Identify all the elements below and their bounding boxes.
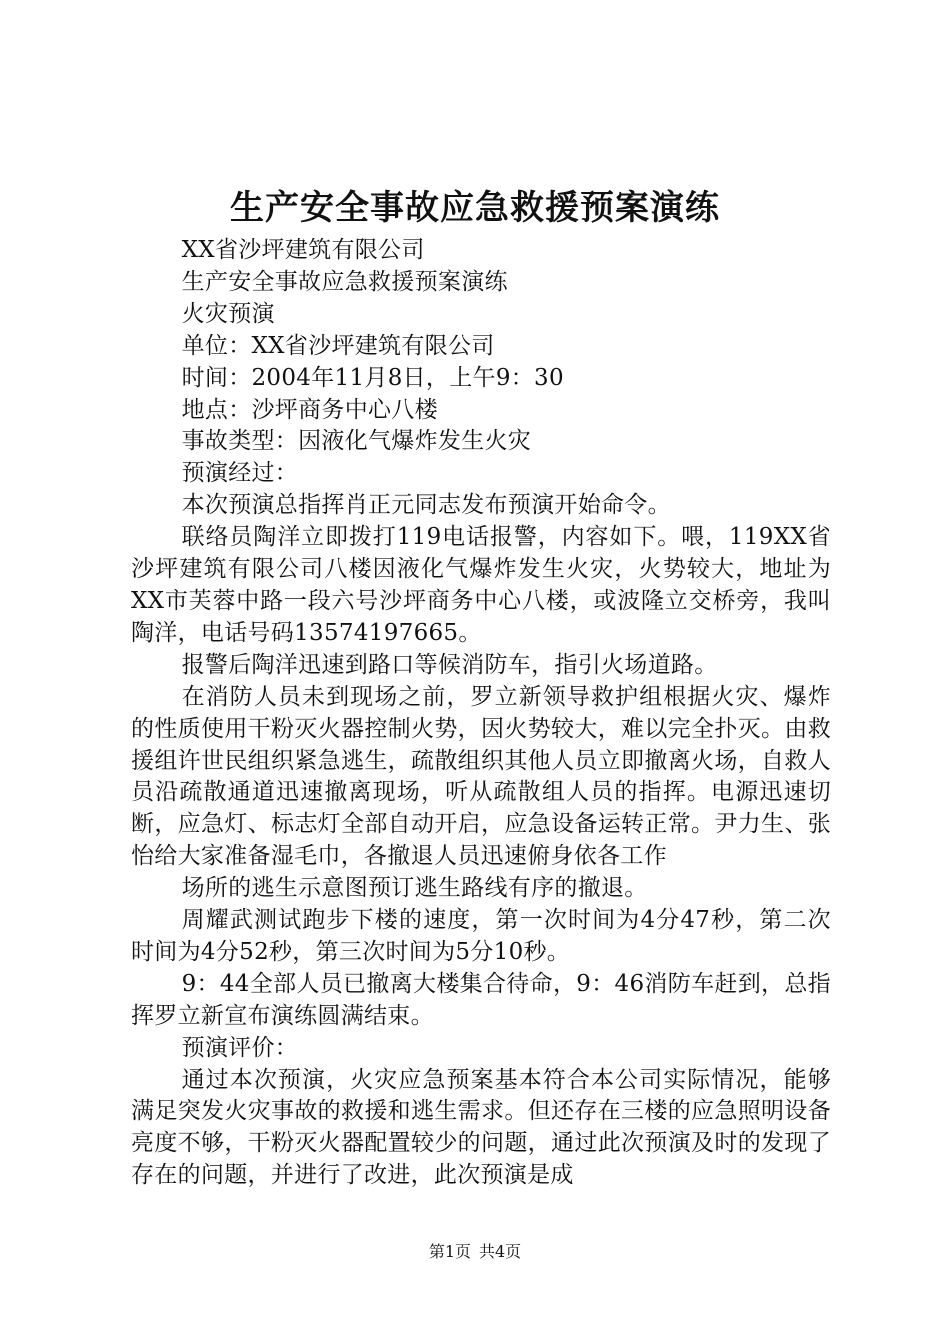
paragraph: 火灾预演 <box>181 300 275 327</box>
paragraph: 时间：2004年11月8日，上午9：30 <box>181 364 564 391</box>
page-number: 第1页 <box>428 1242 471 1261</box>
paragraph: 事故类型：因液化气爆炸发生火灾 <box>181 428 532 455</box>
paragraph: 9：44全部人员已撤离大楼集合待命，9：46消防车赶到，总指挥罗立新宣布演练圆满结束。 <box>131 970 831 1029</box>
paragraph: 单位：XX省沙坪建筑有限公司 <box>181 332 495 359</box>
paragraph: XX省沙坪建筑有限公司 <box>181 237 425 263</box>
paragraph: 本次预演总指挥肖正元同志发布预演开始命令。 <box>181 492 671 519</box>
paragraph: 预演评价： <box>181 1034 299 1061</box>
paragraph: 周耀武测试跑步下楼的速度，第一次时间为4分47秒，第二次时间为4分52秒，第三次时间为5分10秒。 <box>131 907 831 965</box>
page-footer <box>0 1240 950 1264</box>
paragraph: 地点：沙坪商务中心八楼 <box>181 396 438 423</box>
paragraph: 在消防人员未到现场之前，罗立新领导救护组根据火灾、爆炸的性质使用干粉灭火器控制火势，因火势较大，难以完全扑灭。由救援组许世民组织紧急逃生，疏散组织其他人员立即撤离火场，自救人员沿疏散通道迅速撤离现场，听从疏散组人员的指挥。电源迅速切断，应急灯、标志灯全部自动开启，应急设备运转正常。尹力生、张怡给大家准备湿毛巾，各撤退人员迅速俯身依各工作 <box>131 683 831 870</box>
document-body <box>131 235 831 1192</box>
paragraph: 报警后陶洋迅速到路口等候消防车，指引火场道路。 <box>181 651 718 678</box>
paragraph: 联络员陶洋立即拨打119电话报警，内容如下。喂，119XX省沙坪建筑有限公司八楼因液化气爆炸发生火灾，火势较大，地址为XX市芙蓉中路一段六号沙坪商务中心八楼，或波隆立交桥旁，我叫陶洋，电话号码13574197665。 <box>131 524 831 646</box>
paragraph: 生产安全事故应急救援预案演练 <box>181 268 508 295</box>
page-total: 共4页 <box>479 1242 522 1261</box>
paragraph: 预演经过： <box>181 460 299 487</box>
paragraph: 通过本次预演，火灾应急预案基本符合本公司实际情况，能够满足突发火灾事故的救援和逃生需求。但还存在三楼的应急照明设备亮度不够，干粉灭火器配置较少的问题，通过此次预演及时的发现了存在的问题，并进行了改进，此次预演是成 <box>131 1066 831 1189</box>
document-title: 生产安全事故应急救援预案演练 <box>230 188 720 228</box>
paragraph: 场所的逃生示意图预订逃生路线有序的撤退。 <box>181 875 648 902</box>
